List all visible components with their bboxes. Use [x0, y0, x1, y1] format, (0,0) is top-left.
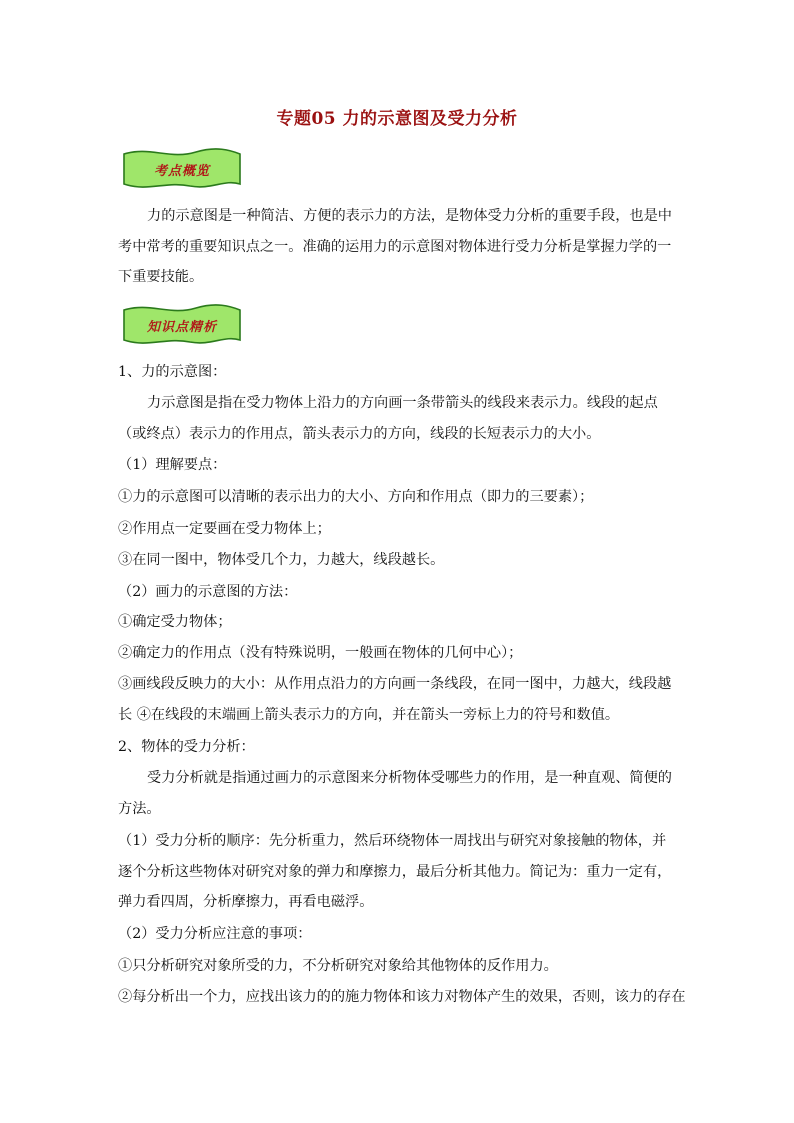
banner-knowledge [120, 302, 244, 348]
sub1-heading: （1）理解要点： [118, 457, 227, 473]
section1-paragraph: 力示意图是指在受力物体上沿力的方向画一条带箭头的线段来表示力。线段的起点（或终点）表示力的作用点，箭头表示力的方向，线段的长短表示力的大小。 [118, 395, 658, 442]
sub1-item-1: ①力的示意图可以清晰的表示出力的大小、方向和作用点（即力的三要素）； [118, 489, 594, 505]
section1-heading: 1、力的示意图： [118, 364, 227, 380]
section2-paragraph: 受力分析就是指通过画力的示意图来分析物体受哪些力的作用，是一种直观、简便的方法。 [118, 770, 672, 817]
banner-overview [120, 146, 244, 192]
sub2-item-2: ②确定力的作用点（没有特殊说明，一般画在物体的几何中心）； [118, 645, 523, 661]
banner-knowledge-label: 知识点精析 [146, 319, 217, 335]
page-title: 专题05 力的示意图及受力分析 [276, 109, 518, 129]
sub1-item-2: ②作用点一定要画在受力物体上； [118, 521, 331, 537]
note-item-2: ②每分析出一个力，应找出该力的的施力物体和该力对物体产生的效果，否则，该力的存在 [118, 989, 686, 1005]
sub1-item-3: ③在同一图中，物体受几个力，力越大，线段越长。 [118, 552, 445, 568]
sub2-item-1: ①确定受力物体； [118, 614, 232, 630]
sub2-heading: （2）画力的示意图的方法： [118, 584, 298, 600]
section2-heading: 2、物体的受力分析： [118, 739, 255, 755]
notes-heading: （2）受力分析应注意的事项： [118, 926, 312, 942]
banner-overview-label: 考点概览 [153, 163, 210, 179]
order-paragraph: （1）受力分析的顺序：先分析重力，然后环绕物体一周找出与研究对象接触的物体，并逐个分析这些物体对研究对象的弹力和摩擦力，最后分析其他力。简记为：重力一定有，弹力看四周，分析摩擦力，再看电磁浮。 [118, 833, 672, 910]
note-item-1: ①只分析研究对象所受的力，不分析研究对象给其他物体的反作用力。 [118, 958, 558, 974]
sub2-item-3: ③画线段反映力的大小：从作用点沿力的方向画一条线段，在同一图中，力越大，线段越长 ④在线段的末端画上箭头表示力的方向，并在箭头一旁标上力的符号和数值。 [118, 676, 672, 723]
intro-paragraph: 力的示意图是一种简洁、方便的表示力的方法，是物体受力分析的重要手段，也是中考中常考的重要知识点之一。准确的运用力的示意图对物体进行受力分析是掌握力学的一下重要技能。 [118, 208, 672, 285]
